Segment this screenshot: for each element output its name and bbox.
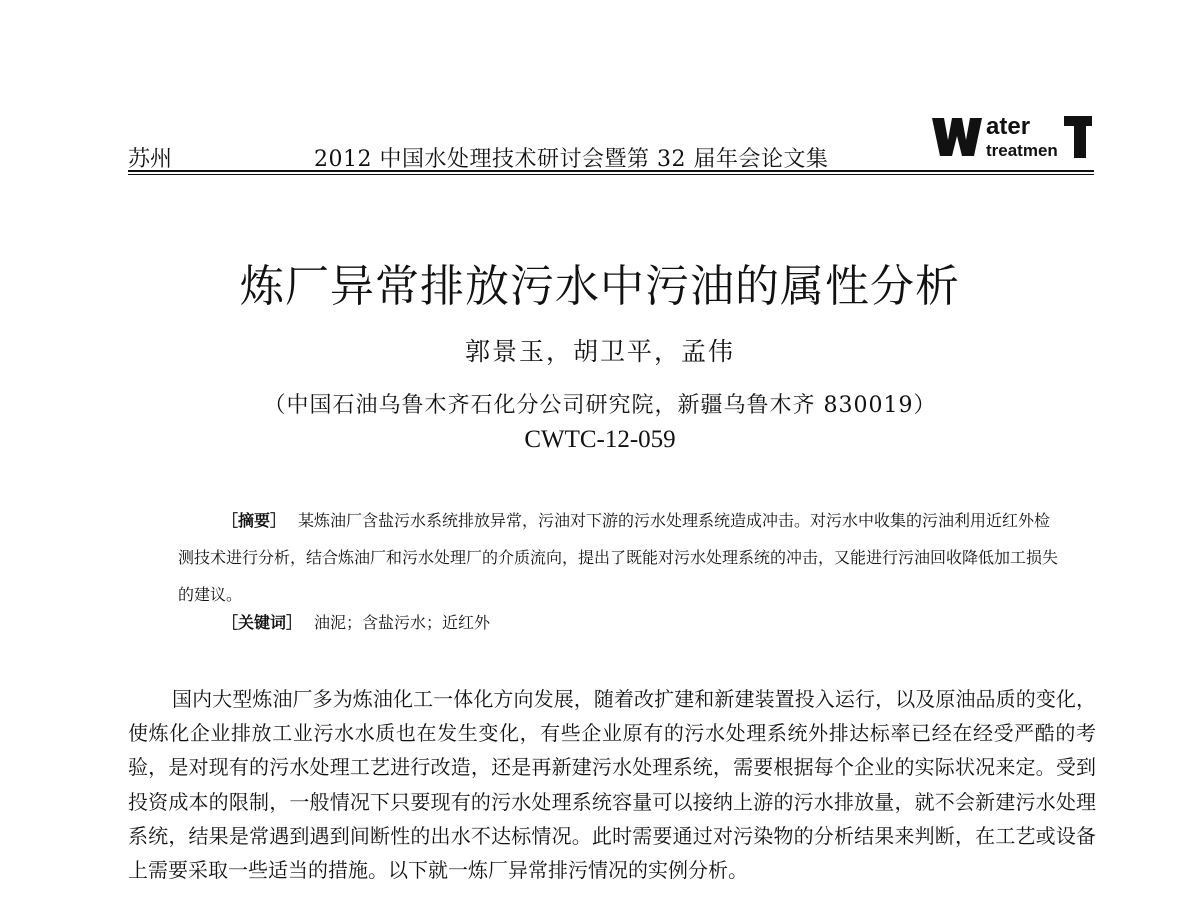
header-city: 苏州 xyxy=(128,147,173,172)
paper-title: 炼厂异常排放污水中污油的属性分析 xyxy=(240,261,960,312)
running-header xyxy=(128,112,1094,172)
water-treatment-logo xyxy=(930,112,1094,160)
abstract-block xyxy=(178,502,1058,613)
body-paragraph: 国内大型炼油厂多为炼油化工一体化方向发展，随着改扩建和新建装置投入运行，以及原油品质的变化，使炼化企业排放工业污水水质也在发生变化，有些企业原有的污水处理系统外排达标率已经在经受严酷的考验，是对现有的污水处理工艺进行改造，还是再新建污水处理系统，需要根据每个企业的实际状况来定。受到投资成本的限制，一般情况下只要现有的污水处理系统容量可以接纳上游的污水排放量，就不会新建污水处理系统，结果是常遇到遇到间断性的出水不达标情况。此时需要通过对污染物的分析结果来判断，在工艺或设备上需要采取一些适当的措施。以下就一炼厂异常排污情况的实例分析。 xyxy=(128,687,1096,883)
abstract-text: 某炼油厂含盐污水系统排放异常，污油对下游的污水处理系统造成冲击。对污水中收集的污油利用近红外检测技术进行分析，结合炼油厂和污水处理厂的介质流向，提出了既能对污水处理系统的冲击，又能进行污油回收降低加工损失的建议。 xyxy=(178,511,1059,604)
keywords-label: ［关键词］ xyxy=(222,613,303,632)
abstract-label: ［摘要］ xyxy=(222,511,287,530)
paper-code: CWTC-12-059 xyxy=(524,426,676,453)
header-proceedings-title: 2012 中国水处理技术研讨会暨第 32 届年会论文集 xyxy=(314,147,829,172)
paper-authors: 郭景玉，胡卫平，孟伟 xyxy=(464,337,735,366)
header-divider-line xyxy=(128,170,1094,175)
logo-w-shape xyxy=(932,118,982,156)
paper-affiliation: （中国石油乌鲁木齐石化分公司研究院，新疆乌鲁木齐 830019） xyxy=(263,393,937,418)
keywords-text: 油泥；含盐污水；近红外 xyxy=(314,613,491,632)
logo-word-ater: ater xyxy=(986,113,1031,140)
logo-word-treatmen: treatmen xyxy=(986,141,1058,160)
keywords-block xyxy=(222,608,490,638)
logo-t-stem xyxy=(1074,116,1086,158)
